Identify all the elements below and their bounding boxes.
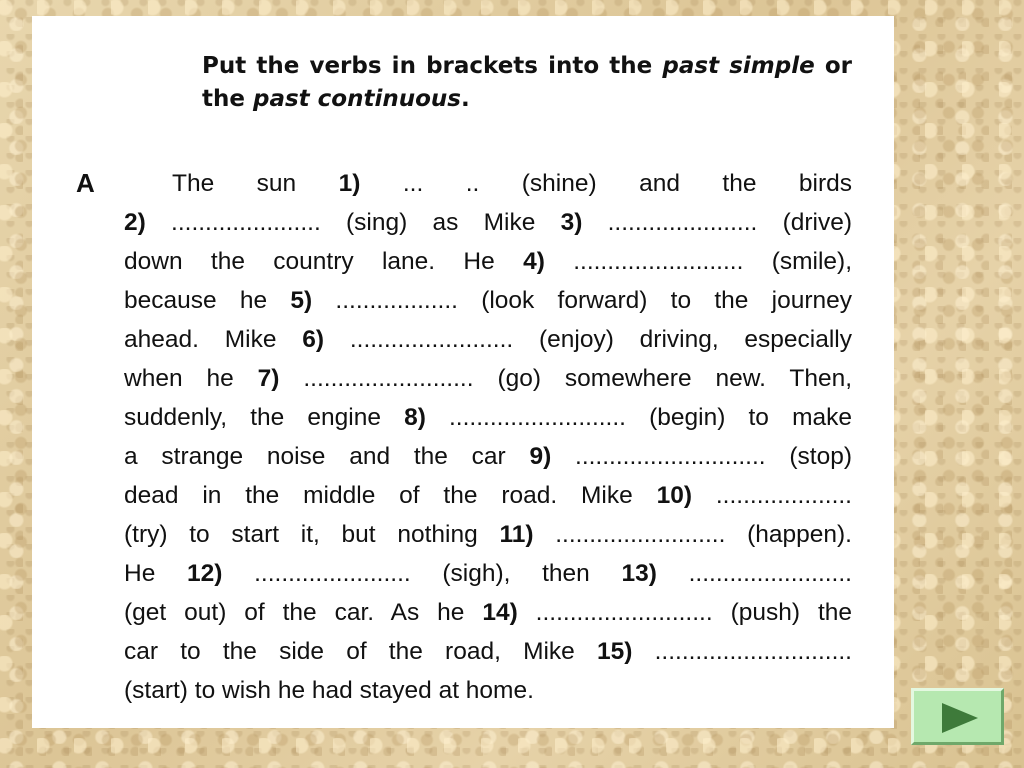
exercise-text-segment: ........................ [656,560,852,587]
item-number: 1) [338,170,361,197]
item-number: 9) [529,443,552,470]
item-number: 11) [499,521,534,548]
item-number: 5) [290,287,313,314]
exercise-line [124,515,852,554]
exercise-text-segment: (get out) of the car. As he [124,599,483,626]
exercise-text-segment: ... .. (shine) and the birds [360,170,852,197]
exercise-text-segment: suddenly, the engine [124,404,405,431]
exercise-text-segment: ........................ (enjoy) driving, especially [324,326,853,353]
exercise-line [124,671,852,710]
exercise-text-segment: ............................. [632,638,852,665]
instruction-heading: Put the verbs in brackets into the past simple or the past continuous. [202,53,852,112]
item-number: 4) [523,248,545,275]
section-letter: A [76,168,95,198]
next-slide-button[interactable] [911,688,1004,745]
exercise-text-segment: a strange noise and the car [124,443,530,470]
exercise-text-segment: car to the side of the road, Mike [124,638,597,665]
exercise-line [124,632,852,671]
item-number: 14) [482,599,518,626]
play-triangle-icon [940,701,980,735]
exercise-line [124,281,852,320]
exercise-line [124,437,852,476]
exercise-text-segment: ......................... (happen). [533,521,852,548]
exercise-text-segment: down the country lane. He [124,248,524,275]
item-number: 2) [124,209,146,236]
exercise-text-segment: ....................... (sigh), then [222,560,622,587]
exercise-line [124,164,852,203]
exercise-text-segment: The sun [172,170,339,197]
exercise-line [124,398,852,437]
exercise-text-segment: ahead. Mike [124,326,303,353]
exercise-text-segment: because he [124,287,291,314]
exercise-text-segment: ......................... (go) somewhere new. Then, [279,365,852,392]
instruction-emphasis-past-continuous: past continuous [252,86,461,112]
exercise-text-segment: .......................... (begin) to make [425,404,852,431]
exercise-text [124,164,852,710]
exercise-card [32,16,894,728]
exercise-text-segment: ............................ (stop) [551,443,852,470]
exercise-line [124,554,852,593]
exercise-text-segment: ...................... (drive) [582,209,852,236]
exercise-text-segment: .................. (look forward) to the journey [312,287,853,314]
exercise-line [124,242,852,281]
exercise-line [124,476,852,515]
item-number: 3) [560,209,583,236]
exercise-line [124,320,852,359]
item-number: 15) [596,638,633,665]
exercise-text-segment: .................... [692,482,852,509]
item-number: 8) [404,404,426,431]
exercise-text-segment: dead in the middle of the road. Mike [124,482,657,509]
item-number: 12) [187,560,223,587]
exercise-text-segment: (try) to start it, but nothing [124,521,500,548]
exercise-text-segment: when he [124,365,258,392]
exercise-line [124,359,852,398]
exercise-text-segment: (start) to wish he had stayed at home. [124,677,534,704]
exercise-line [124,203,852,242]
exercise-line [124,593,852,632]
exercise-text-segment: ...................... (sing) as Mike [145,209,561,236]
instruction-emphasis-past-simple: past simple [662,53,815,79]
exercise-text-segment: ......................... (smile), [544,248,853,275]
item-number: 7) [257,365,280,392]
item-number: 6) [302,326,325,353]
exercise-text-segment: He [124,560,188,587]
item-number: 13) [621,560,657,587]
item-number: 10) [656,482,693,509]
exercise-text-segment: .......................... (push) the [517,599,853,626]
